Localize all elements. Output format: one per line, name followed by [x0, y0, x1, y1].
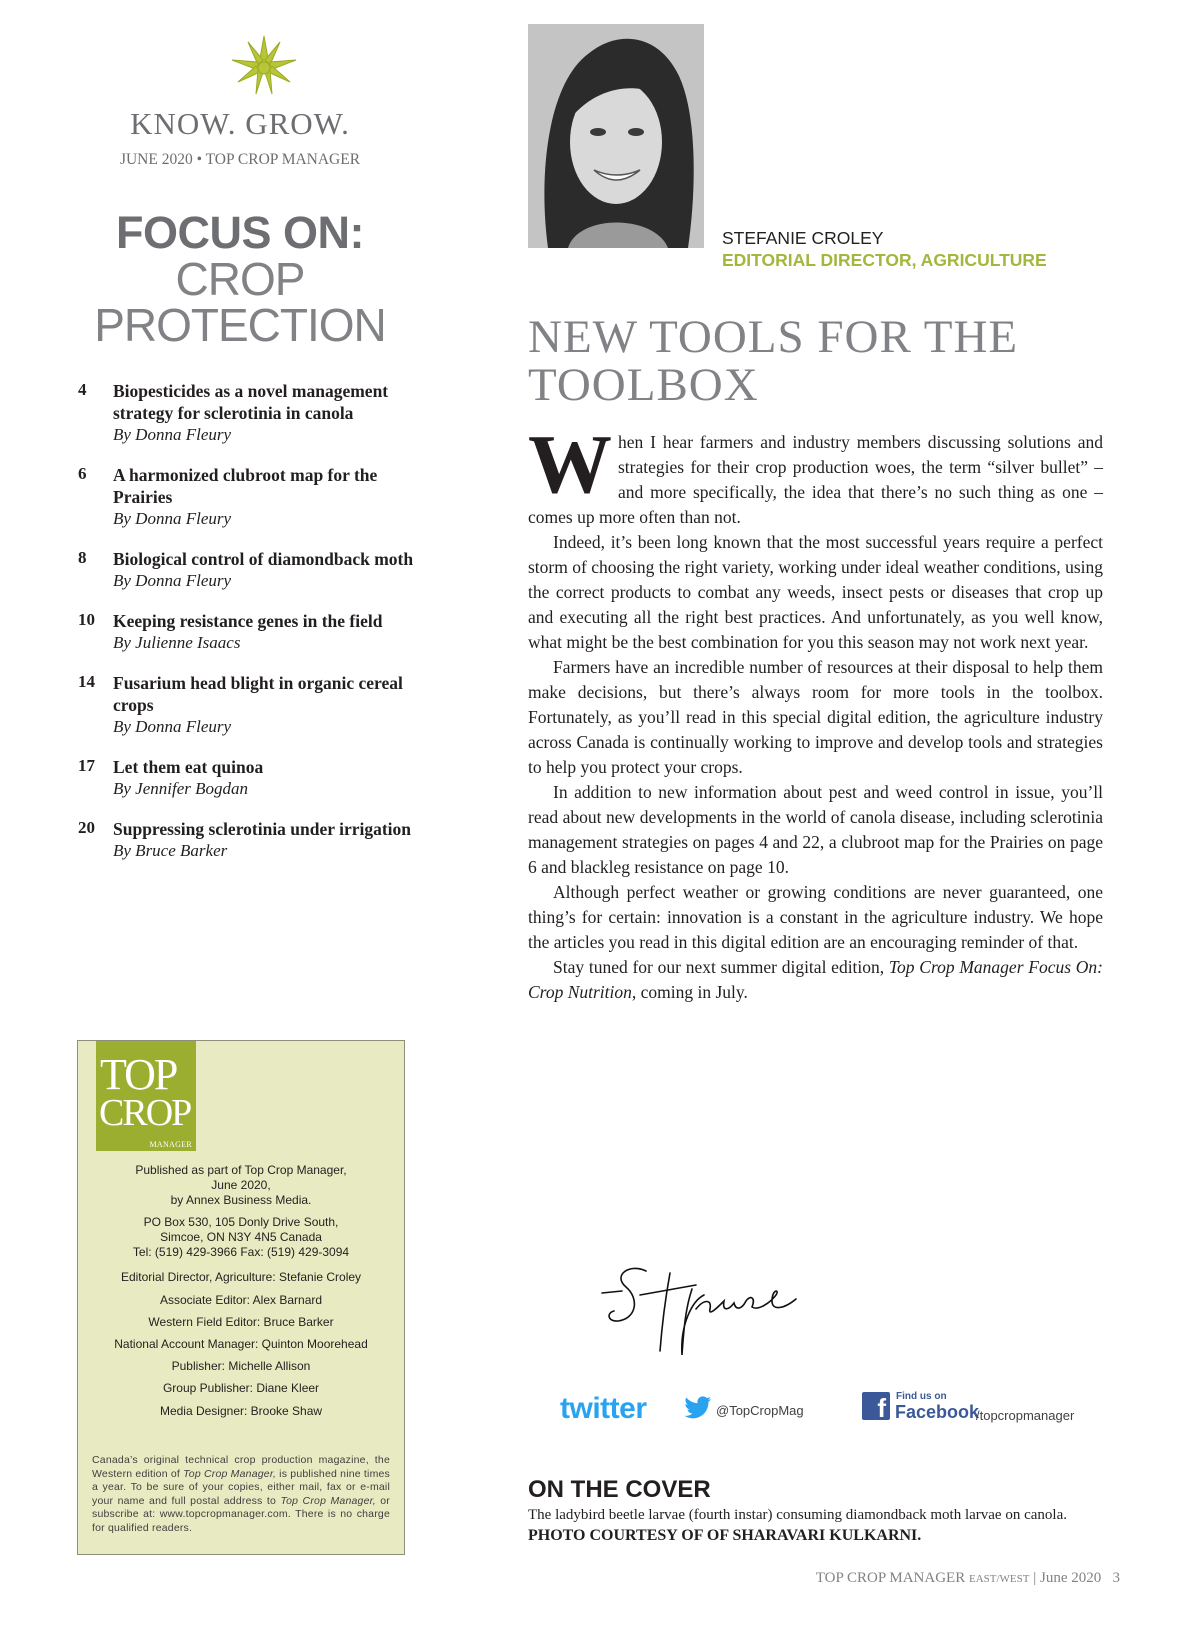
footer-edition: EAST/WEST — [968, 1573, 1030, 1585]
drop-cap: W — [528, 418, 612, 511]
article-paragraph: In addition to new information about pest and weed control in issue, you’ll read about new developments in the world of canola disease, including sclerotinia management strategies on pages 4 and 22, a clubroot map for the Prairies on page 6 and blackleg resistance on page 10. — [528, 782, 1103, 877]
article-paragraph: Although perfect weather or growing conditions are never guaranteed, one thing’s for certain: innovation is a constant in the agriculture industry. We hope the articles you read in this digital edition are an encouraging reminder of that. — [528, 882, 1103, 952]
toc-title: Suppressing sclerotinia under irrigation — [113, 819, 412, 839]
article-headline — [528, 313, 1088, 409]
toc-item[interactable] — [78, 818, 418, 862]
toc-item[interactable] — [78, 464, 418, 530]
focus-on-label: FOCUS ON: — [116, 207, 364, 258]
cover-heading: ON THE COVER — [528, 1476, 711, 1503]
toc-item[interactable] — [78, 610, 418, 654]
masthead-line: by Annex Business Media. — [170, 1193, 312, 1207]
focus-topic-line2: PROTECTION — [94, 299, 386, 351]
author-role: EDITORIAL DIRECTOR, AGRICULTURE — [722, 250, 1047, 270]
masthead-address — [78, 1215, 404, 1260]
masthead-staff-5: Group Publisher: Diane Kleer — [162, 1381, 320, 1395]
toc-author: By Donna Fleury — [113, 425, 232, 444]
toc-item[interactable] — [78, 548, 418, 592]
toc-page-number: 10 — [78, 610, 95, 629]
paragraph-text: Stay tuned for our next summer digital edition, — [553, 957, 889, 977]
top-crop-manager-logo — [96, 1041, 196, 1151]
twitter-bird-icon[interactable] — [683, 1396, 713, 1420]
article-paragraph: Indeed, it’s been long known that the most successful years require a perfect storm of choosing the right variety, working under ideal weather conditions, using the correct products to combat any weeds, insect pests or diseases that crop up and executing all the right best practices. And unfortunately, as you well know, what might be the best combination for you this season may not work next year. — [528, 532, 1103, 652]
issue-line: JUNE 2020 • TOP CROP MANAGER — [119, 151, 361, 168]
toc-author: By Donna Fleury — [113, 509, 232, 528]
masthead-line: Published as part of Top Crop Manager, — [135, 1163, 347, 1177]
footer-date: June 2020 — [1040, 1570, 1102, 1586]
logo-word-crop: CROP — [99, 1092, 191, 1134]
wheat-star-icon — [228, 34, 300, 98]
toc-item[interactable] — [78, 672, 418, 738]
footer-magazine: TOP CROP MANAGER — [815, 1570, 966, 1586]
toc-page-number: 20 — [78, 818, 95, 837]
toc-page-number: 14 — [78, 672, 95, 691]
signature-stefanie — [600, 1255, 800, 1365]
toc-item[interactable] — [78, 380, 418, 446]
toc-author: By Donna Fleury — [113, 571, 232, 590]
headline-line: TOOLBOX — [528, 359, 759, 411]
toc-page-number: 17 — [78, 756, 95, 775]
article-paragraph — [528, 955, 1103, 1005]
toc-author: By Bruce Barker — [113, 841, 228, 860]
blurb-text: is published nine times a year. To be sure of your copies, either mail, fax or e-mail your name and full postal address to — [92, 1467, 391, 1507]
toc-title: Keeping resistance genes in the field — [113, 611, 383, 631]
facebook-find-label: Find us on — [896, 1391, 947, 1402]
article-paragraph: Farmers have an incredible number of resources at their disposal to help them make decisions, but there’s always room for more tools in the toolbox. Fortunately, as you’ll read in this special digital edition, the agriculture industry across Canada is continually working to improve and develop tools and strategies to help you protect your crops. — [528, 657, 1103, 777]
masthead-staff-3: National Account Manager: Quinton Moorehead — [114, 1337, 368, 1351]
toc-title: Biological control of diamondback moth — [113, 549, 414, 569]
masthead-staff-6: Media Designer: Brooke Shaw — [159, 1404, 323, 1418]
masthead-staff-4: Publisher: Michelle Allison — [171, 1359, 311, 1373]
twitter-handle[interactable]: @TopCropMag — [716, 1403, 804, 1418]
tagline: KNOW. GROW. — [130, 106, 350, 141]
headline-line: NEW TOOLS FOR THE — [528, 311, 1019, 363]
blurb-italic: Top Crop Manager, — [183, 1467, 277, 1480]
masthead-line: June 2020, — [211, 1178, 271, 1192]
author-name: STEFANIE CROLEY — [722, 228, 884, 248]
facebook-wordmark[interactable]: Facebook — [895, 1402, 980, 1422]
blurb-text: or subscribe at: www.topcropmanager.com. There is no charge for qualified readers. — [92, 1494, 390, 1534]
cover-caption: The ladybird beetle larvae (fourth instar) consuming diamondback moth larvae on canola. — [528, 1507, 1067, 1523]
toc-page-number: 4 — [78, 380, 87, 399]
toc-author: By Donna Fleury — [113, 717, 232, 736]
facebook-icon[interactable]: f — [862, 1392, 890, 1420]
focus-title — [75, 207, 405, 351]
toc-item[interactable] — [78, 756, 418, 800]
page-footer — [816, 1570, 1120, 1587]
masthead-line: Tel: (519) 429-3966 Fax: (519) 429-3094 — [132, 1245, 350, 1259]
facebook-handle[interactable]: /topcropmanager — [976, 1408, 1075, 1423]
author-portrait — [528, 24, 704, 248]
masthead-line: Simcoe, ON N3Y 4N5 Canada — [160, 1230, 322, 1244]
toc-author: By Julienne Isaacs — [113, 633, 241, 652]
masthead-published — [78, 1163, 404, 1208]
toc-title: A harmonized clubroot map for the Prairies — [113, 465, 378, 507]
toc-title: Let them eat quinoa — [113, 757, 264, 777]
toc-page-number: 6 — [78, 464, 87, 483]
masthead-line: PO Box 530, 105 Donly Drive South, — [143, 1215, 339, 1229]
masthead-staff-2: Western Field Editor: Bruce Barker — [148, 1315, 334, 1329]
blurb-text: Canada’s original technical crop production magazine, the Western edition of — [92, 1454, 390, 1480]
twitter-wordmark[interactable]: twitter — [560, 1392, 647, 1425]
footer-separator: | — [1033, 1570, 1037, 1586]
paragraph-italic: Top Crop Manager Focus On: Crop Nutrition — [528, 957, 1103, 1002]
paragraph-text: , coming in July. — [631, 982, 748, 1002]
article-body — [528, 418, 1103, 1005]
page-number: 3 — [1112, 1570, 1120, 1586]
paragraph-text: hen I hear farmers and industry members discussing solutions and strategies for their crop production woes, the term “silver bullet” – and more specifically, the idea that there’s no such thing as one – comes up more often than not. — [528, 432, 1103, 527]
masthead-box — [77, 1040, 405, 1555]
cover-credit: PHOTO COURTESY OF OF SHARAVARI KULKARNI. — [528, 1527, 922, 1544]
article-paragraph — [528, 418, 1103, 530]
toc-author: By Jennifer Bogdan — [113, 779, 249, 798]
blurb-italic: Top Crop Manager, — [280, 1494, 376, 1507]
logo-word-top: TOP — [100, 1050, 177, 1099]
masthead-staff-1: Associate Editor: Alex Barnard — [159, 1293, 323, 1307]
toc-title: Biopesticides as a novel management strategy for sclerotinia in canola — [113, 381, 389, 423]
toc-page-number: 8 — [78, 548, 87, 567]
masthead-blurb — [92, 1454, 390, 1535]
focus-topic-line1: CROP — [175, 253, 305, 305]
masthead-staff-0: Editorial Director, Agriculture: Stefanie Croley — [120, 1270, 362, 1284]
table-of-contents — [78, 380, 418, 880]
logo-word-manager: MANAGER — [149, 1140, 192, 1149]
toc-title: Fusarium head blight in organic cereal crops — [113, 673, 403, 715]
